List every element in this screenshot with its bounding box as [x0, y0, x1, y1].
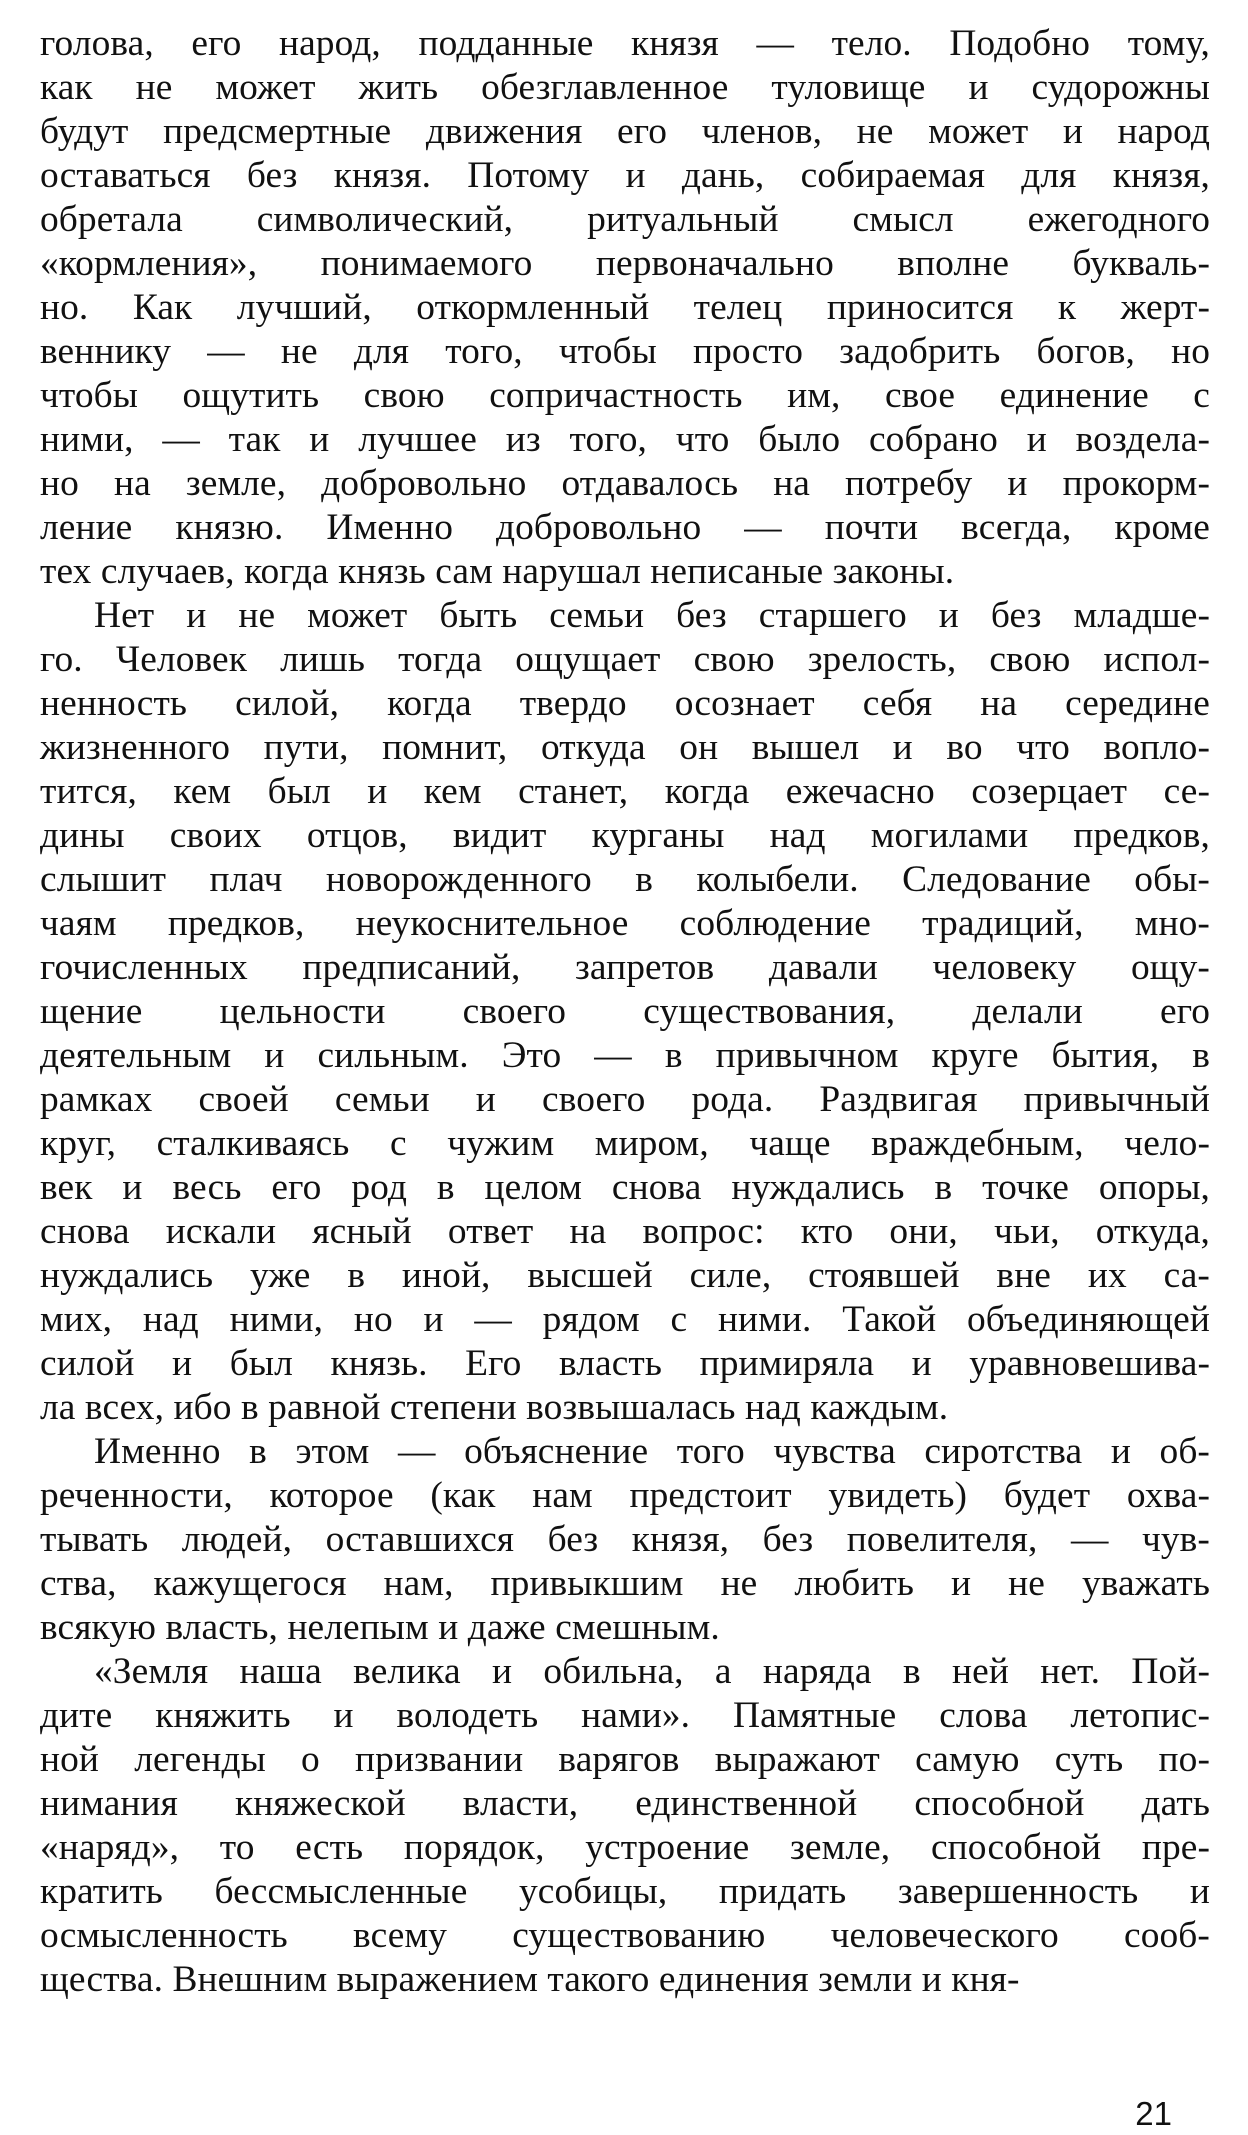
page-number: 21 [1135, 2095, 1172, 2132]
text-line: нуждались уже в иной, высшей силе, стоявшей вне их са- [40, 1255, 1210, 1296]
text-line: чтобы ощутить свою сопричастность им, свое единение с [40, 375, 1210, 416]
text-line: ства, кажущегося нам, привыкшим не любить и не уважать [40, 1563, 1210, 1604]
book-page [40, 22, 1210, 2132]
text-line: рамках своей семьи и своего рода. Раздвигая привычный [40, 1079, 1210, 1120]
text-line: щества. Внешним выражением такого единения земли и кня- [40, 1959, 1020, 2000]
text-line: «наряд», то есть порядок, устроение земле, способной пре- [40, 1827, 1210, 1868]
text-line: дины своих отцов, видит курганы над могилами предков, [40, 815, 1210, 856]
text-line: Нет и не может быть семьи без старшего и без младше- [94, 595, 1210, 636]
text-line: ними, — так и лучшее из того, что было собрано и воздела- [40, 419, 1210, 460]
text-line: век и весь его род в целом снова нуждались в точке опоры, [40, 1167, 1210, 1208]
text-line: голова, его народ, подданные князя — тело. Подобно тому, [40, 23, 1210, 64]
text-line: «Земля наша велика и обильна, а наряда в ней нет. Пой- [94, 1651, 1210, 1692]
text-line: мих, над ними, но и — рядом с ними. Такой объединяющей [40, 1299, 1210, 1340]
text-line: Именно в этом — объяснение того чувства сиротства и об- [94, 1431, 1210, 1472]
text-line: кратить бессмысленные усобицы, придать завершенность и [40, 1871, 1210, 1912]
text-line: будут предсмертные движения его членов, не может и народ [40, 111, 1210, 152]
text-line: осмысленность всему существованию человеческого сооб- [40, 1915, 1210, 1956]
text-line: «кормления», понимаемого первоначально вполне букваль- [40, 243, 1210, 284]
text-line: ла всех, ибо в равной степени возвышалась над каждым. [40, 1387, 949, 1428]
text-line: деятельным и сильным. Это — в привычном круге бытия, в [40, 1035, 1210, 1076]
text-line: щение цельности своего существования, делали его [40, 991, 1210, 1032]
text-line: чаям предков, неукоснительное соблюдение традиций, мно- [40, 903, 1210, 944]
text-line: как не может жить обезглавленное туловище и судорожны [40, 67, 1210, 108]
text-line: но. Как лучший, откормленный телец приносится к жерт- [40, 287, 1210, 328]
text-line: веннику — не для того, чтобы просто задобрить богов, но [40, 331, 1210, 372]
text-line: обретала символический, ритуальный смысл ежегодного [40, 199, 1210, 240]
text-line: жизненного пути, помнит, откуда он вышел и во что вопло- [40, 727, 1210, 768]
text-line: нимания княжеской власти, единственной способной дать [40, 1783, 1210, 1824]
text-line: слышит плач новорожденного в колыбели. Следование обы- [40, 859, 1210, 900]
text-line: тится, кем был и кем станет, когда ежечасно созерцает се- [40, 771, 1210, 812]
text-line: силой и был князь. Его власть примиряла и уравновешива- [40, 1343, 1210, 1384]
text-line: дите княжить и володеть нами». Памятные слова летопис- [40, 1695, 1210, 1736]
text-line: ление князю. Именно добровольно — почти всегда, кроме [40, 507, 1210, 548]
text-line: тех случаев, когда князь сам нарушал неписаные законы. [40, 551, 955, 592]
text-line: снова искали ясный ответ на вопрос: кто они, чьи, откуда, [40, 1211, 1210, 1252]
text-line: ненность силой, когда твердо осознает себя на середине [40, 683, 1210, 724]
text-line: ной легенды о призвании варягов выражают самую суть по- [40, 1739, 1210, 1780]
text-line: реченности, которое (как нам предстоит увидеть) будет охва- [40, 1475, 1210, 1516]
text-line: но на земле, добровольно отдавалось на потребу и прокорм- [40, 463, 1210, 504]
text-line: го. Человек лишь тогда ощущает свою зрелость, свою испол- [40, 639, 1210, 680]
text-line: тывать людей, оставшихся без князя, без повелителя, — чув- [40, 1519, 1210, 1560]
text-line: всякую власть, нелепым и даже смешным. [40, 1607, 720, 1648]
text-line: гочисленных предписаний, запретов давали человеку ощу- [40, 947, 1210, 988]
text-line: оставаться без князя. Потому и дань, собираемая для князя, [40, 155, 1210, 196]
text-line: круг, сталкиваясь с чужим миром, чаще враждебным, чело- [40, 1123, 1210, 1164]
